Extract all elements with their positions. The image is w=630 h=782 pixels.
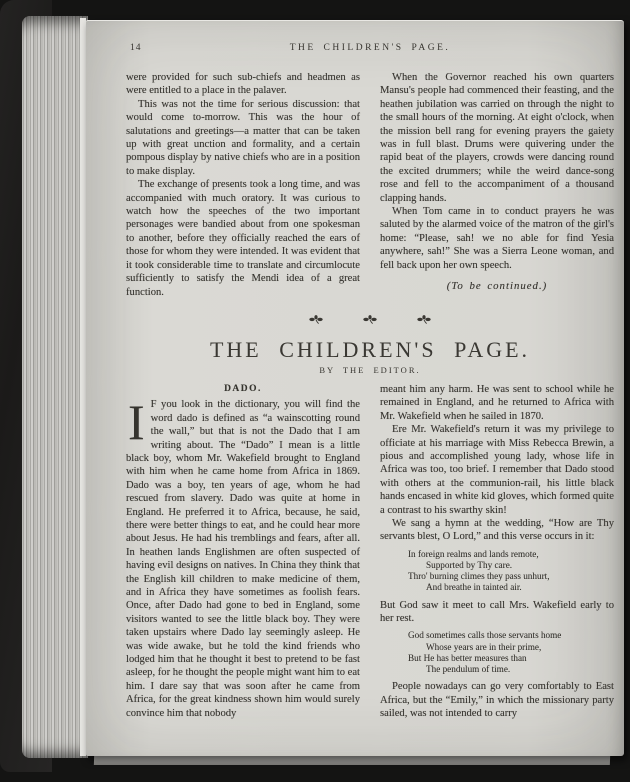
paragraph: People nowadays can go very comfortably to East Africa, but the “Emily,” in which the missionary party sailed, was not intended to carry (380, 681, 614, 720)
article-right-column (380, 383, 614, 721)
page-number: 14 (130, 43, 142, 53)
book-page (86, 20, 624, 756)
paragraph: We sang a hymn at the wedding, “How are Thy servants blest, O Lord,” and this verse occurs in it: (380, 517, 614, 543)
hymn-verse-2 (408, 630, 614, 675)
section-heading: DADO. (224, 383, 262, 394)
fleuron-icon (417, 315, 431, 325)
article-section (126, 383, 614, 721)
top-right-column (380, 71, 614, 299)
verse-line: Supported by Thy care. (426, 559, 513, 570)
verse-line: And breathe in tainted air. (426, 582, 522, 593)
fleuron-icon (309, 315, 323, 325)
paragraph: This was not the time for serious discussion: that would come to-morrow. This was the hour of salutations and greetings—a matter that can be taken up with great unction and formality, and a certain pompous display by native chiefs who are in a position to make display. (126, 98, 360, 177)
paragraph: Ere Mr. Wakefield's return it was my privilege to officiate at his marriage with Miss Rebecca Brewin, a pious and accomplished young lady, whose life in Africa was too, too brief. I remember that Dado stood with others at the communion-rail, his little black hands encased in white kid gloves, which formed quite a contrast to his swarthy skin! (380, 424, 614, 516)
to-be-continued-note: (To be continued.) (446, 280, 548, 293)
verse-line: The pendulum of time. (426, 664, 511, 675)
page-header (126, 43, 614, 57)
paragraph: But God saw it meet to call Mrs. Wakefield early to her rest. (380, 599, 614, 624)
paragraph: When the Governor reached his own quarters Mansu's people had commenced their feasting, and the heathen jubilation was carried on through the night to the small hours of the morning. At eight o'clock, when the mission bell rang for evening prayers the gaiety was in full blast. Drums were quivering under the rapid beat of the players, crowds were dancing round the excited drummers; while the weird dance-song rose and fell to the accompaniment of a thousand clapping hands. (380, 72, 614, 204)
paragraph: meant him any harm. He was sent to school while he remained in England, and he returned to Africa with Mr. Wakefield when he sailed in 1870. (380, 383, 614, 422)
paragraph: were provided for such sub-chiefs and headmen as were entitled to a place in the palaver. (126, 72, 360, 97)
story-continuation-section (126, 71, 614, 299)
hymn-verse-1 (408, 549, 614, 594)
verse-line: Thro' burning climes they pass unhurt, (408, 571, 550, 582)
fleuron-row (126, 311, 614, 329)
page-stack-fore-edge (22, 16, 88, 758)
paragraph-text: F you look in the dictionary, you will find the word dado is defined as “a wainscotting round the wall,” but that is not the Dado that I am writing about. The “Dado” I mean is a little black boy, whom Mr. Wakefield brought to England with him when he came home from Africa in 1869. Dado was a boy, ten years of age, whom he had rescued from slavery. Dado was quite at home in England. He preferred it to Africa, because, he said, there were better things to eat, and he could hear more about Jesus. He had his tremblings and fears, after all. In heathen lands Englishmen are often suspected of having evil designs on natives. In China they think that the English kill children to make medicine of them, and in Africa they have sometimes as foolish fears. Once, after Dado had gone to bed in England, some visitors wanted to see the little black boy. They were taken upstairs where Dado lay seemingly asleep. He was wide awake, but he told the kind friends who lodged him that he thought it best to pretend to be fast asleep, for he thought the people might want him to eat him. I dare say that was soon after he came from Africa, for the great kindness shown him would surely convince him that nobody (126, 399, 360, 719)
page-stack-bottom-edge (94, 756, 610, 765)
drop-cap: I (128, 394, 145, 451)
fleuron-icon (363, 315, 377, 325)
article-left-column (126, 383, 360, 721)
article-title: THE CHILDREN'S PAGE. (209, 336, 531, 362)
paragraph: The exchange of presents took a long time, and was accompanied with much oratory. It was curious to watch how the speeches of the two important personages were bandied about from one spokesman to another, before they officially reached the ears of those for whom they were intended. It was evident that it took considerable time to translate and circumlocute sufficiently to satisfy the Mendi idea of a great function. (126, 179, 360, 298)
running-header: THE CHILDREN'S PAGE. (289, 43, 451, 53)
verse-line: Whose years are in their prime, (426, 641, 542, 652)
article-byline: BY THE EDITOR. (319, 364, 421, 375)
paragraph: When Tom came in to conduct prayers he was saluted by the alarmed voice of the matron of the girl's home: “Please, sah! we no able for find Yesia anywhere, sah!” She was a Sierra Leone woman, and fell back upon her own speech. (380, 206, 614, 271)
dropcap-paragraph (126, 394, 360, 720)
verse-line: God sometimes calls those servants home (408, 630, 562, 641)
verse-line: But He has better measures than (408, 652, 527, 663)
top-left-column (126, 71, 360, 299)
verse-line: In foreign realms and lands remote, (408, 548, 539, 559)
